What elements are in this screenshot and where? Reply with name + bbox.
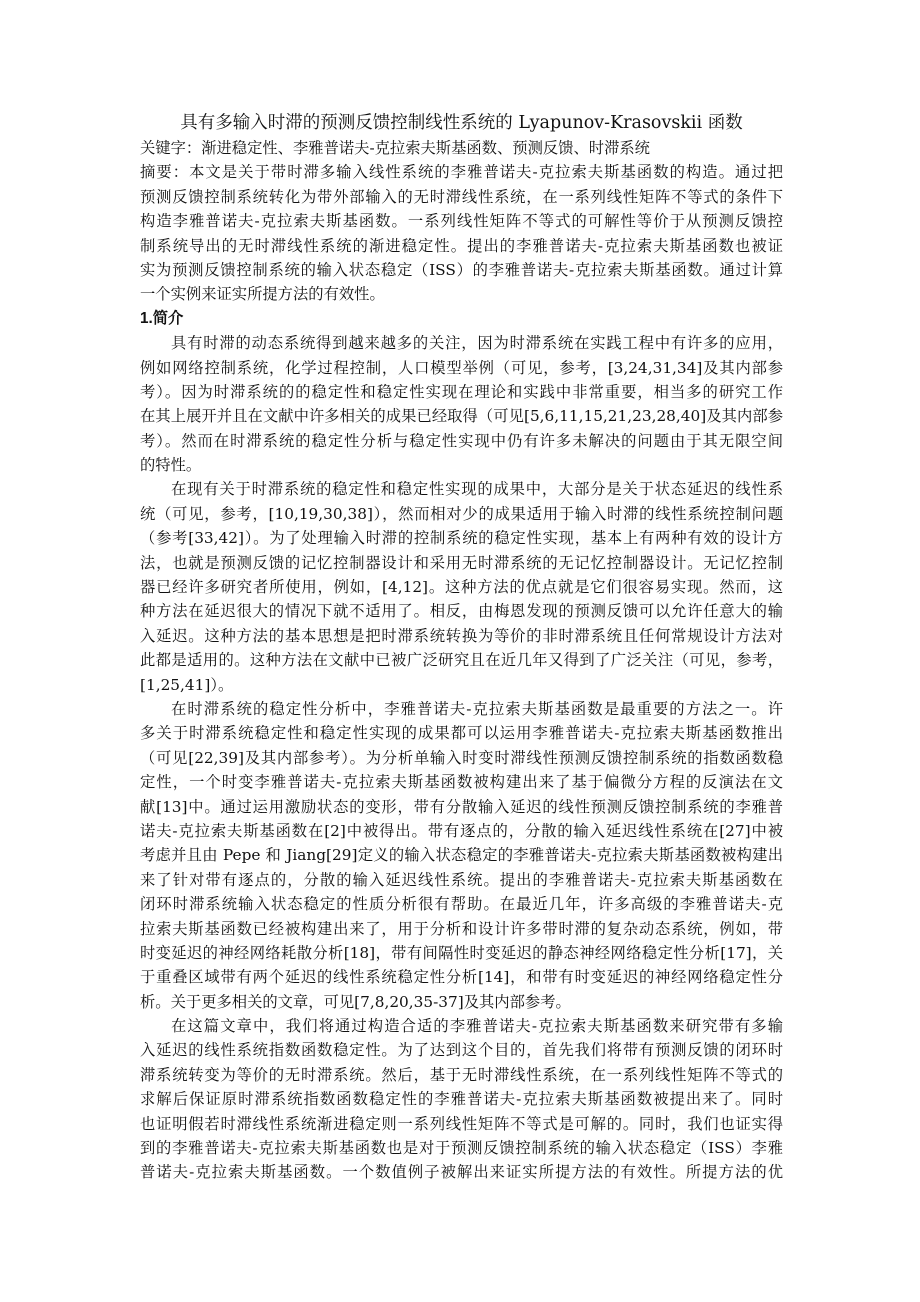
paragraph-line: （可见[22,39]及其内部参考）。为分析单输入时变时滞线性预测反馈控制系统的指数函数稳 — [140, 748, 783, 767]
paragraph-line: 在现有关于时滞系统的稳定性和稳定性实现的成果中，大部分是关于状态延迟的线性系 — [171, 480, 783, 499]
paragraph-line: 的特性。 — [140, 456, 202, 475]
section-heading: 1.简介 — [140, 309, 184, 327]
document-title: 具有多输入时滞的预测反馈控制线性系统的 Lyapunov-Krasovskii 函数 — [180, 113, 743, 133]
abstract-line: 摘要：本文是关于带时滞多输入线性系统的李雅普诺夫-克拉索夫斯基函数的构造。通过把 — [140, 163, 783, 182]
paragraph-3 — [140, 697, 783, 1014]
paragraph-line: 多关于时滞系统稳定性和稳定性实现的成果都可以运用李雅普诺夫-克拉索夫斯基函数推出 — [140, 724, 783, 743]
paragraph-2 — [140, 477, 783, 697]
paragraph-line: 于重叠区域带有两个延迟的线性系统稳定性分析[14]，和带有时变延迟的神经网络稳定性分 — [140, 968, 783, 987]
paragraph-line: 法，也就是预测反馈的记忆控制器设计和采用无时滞系统的无记忆控制器设计。无记忆控制 — [140, 553, 783, 572]
paragraph-line: （参考[33,42]）。为了处理输入时滞的控制系统的稳定性实现，基本上有两种有效的设计方 — [140, 529, 783, 548]
paragraph-line: 入延迟的线性系统指数函数稳定性。为了达到这个目的，首先我们将带有预测反馈的闭环时 — [140, 1041, 783, 1060]
paragraph-line: 析。关于更多相关的文章，可见[7,8,20,35-37]及其内部参考。 — [140, 992, 571, 1011]
paragraph-line: 拉索夫斯基函数已经被构建出来了，用于分析和设计许多带时滞的复杂动态系统，例如，带 — [140, 919, 783, 938]
paragraph-1 — [140, 331, 783, 477]
paragraph-line: 此都是适用的。这种方法在文献中已被广泛研究且在近几年又得到了广泛关注（可见，参考， — [140, 651, 783, 670]
abstract-line: 制系统导出的无时滞线性系统的渐进稳定性。提出的李雅普诺夫-克拉索夫斯基函数也被证 — [140, 236, 783, 255]
paragraph-line: 求解后保证原时滞系统指数函数稳定性的李雅普诺夫-克拉索夫斯基函数被提出来了。同时 — [140, 1090, 783, 1109]
paragraph-line: 考）。然而在时滞系统的稳定性分析与稳定性实现中仍有许多未解决的问题由于其无限空间 — [140, 431, 783, 450]
paragraph-line: 在这篇文章中，我们将通过构造合适的李雅普诺夫-克拉索夫斯基函数来研究带有多输 — [171, 1017, 783, 1036]
paragraph-line: 具有时滞的动态系统得到越来越多的关注，因为时滞系统在实践工程中有许多的应用， — [171, 334, 783, 353]
paragraph-line: 闭环时滞系统输入状态稳定的性质分析很有帮助。在最近几年，许多高级的李雅普诺夫-克 — [140, 895, 783, 914]
abstract-line: 一个实例来证实所提方法的有效性。 — [140, 285, 385, 304]
abstract-line: 构造李雅普诺夫-克拉索夫斯基函数。一系列线性矩阵不等式的可解性等价于从预测反馈控 — [140, 212, 783, 231]
paragraph-line: 也证明假若时滞线性系统渐进稳定则一系列线性矩阵不等式是可解的。同时，我们也证实得 — [140, 1114, 783, 1133]
paragraph-line: 献[13]中。通过运用激励状态的变形，带有分散输入延迟的线性预测反馈控制系统的李雅普 — [140, 797, 783, 816]
paragraph-line: 器已经许多研究者所使用，例如，[4,12]。这种方法的优点就是它们很容易实现。然而，这 — [140, 578, 783, 597]
paragraph-line: 种方法在延迟很大的情况下就不适用了。相反，由梅恩发现的预测反馈可以允许任意大的输 — [140, 602, 783, 621]
paragraph-line: [1,25,41]）。 — [140, 675, 234, 694]
paragraph-line: 例如网络控制系统，化学过程控制，人口模型举例（可见，参考，[3,24,31,34]及其内部参 — [140, 358, 783, 377]
abstract — [140, 160, 783, 306]
paragraph-line: 考）。因为时滞系统的的稳定性和稳定性实现在理论和实践中非常重要，相当多的研究工作 — [140, 382, 783, 401]
paragraph-line: 普诺夫-克拉索夫斯基函数。一个数值例子被解出来证实所提方法的有效性。所提方法的优 — [140, 1163, 783, 1182]
abstract-line: 预测反馈控制系统转化为带外部输入的无时滞线性系统，在一系列线性矩阵不等式的条件下 — [140, 187, 783, 206]
paragraph-line: 在其上展开并且在文献中许多相关的成果已经取得（可见[5,6,11,15,21,23,28,40]及其内部参 — [140, 407, 783, 426]
paragraph-line: 在时滞系统的稳定性分析中，李雅普诺夫-克拉索夫斯基函数是最重要的方法之一。许 — [171, 699, 783, 718]
paragraph-line: 滞系统转变为等价的无时滞系统。然后，基于无时滞线性系统，在一系列线性矩阵不等式的 — [140, 1065, 783, 1084]
paragraph-line: 时变延迟的神经网络耗散分析[18]，带有间隔性时变延迟的静态神经网络稳定性分析[17]，关 — [140, 943, 783, 962]
paragraph-line: 考虑并且由 Pepe 和 Jiang[29]定义的输入状态稳定的李雅普诺夫-克拉索夫斯基函数被构建出 — [140, 846, 783, 865]
paragraph-line: 来了针对带有逐点的，分散的输入延迟线性系统。提出的李雅普诺夫-克拉索夫斯基函数在 — [140, 870, 783, 889]
paragraph-line: 诺夫-克拉索夫斯基函数在[2]中被得出。带有逐点的，分散的输入延迟线性系统在[27]中被 — [140, 821, 783, 840]
abstract-line: 实为预测反馈控制系统的输入状态稳定（ISS）的李雅普诺夫-克拉索夫斯基函数。通过计算 — [140, 260, 783, 279]
paragraph-4 — [140, 1014, 783, 1185]
paragraph-line: 入延迟。这种方法的基本思想是把时滞系统转换为等价的非时滞系统且任何常规设计方法对 — [140, 626, 783, 645]
paragraph-line: 到的李雅普诺夫-克拉索夫斯基函数也是对于预测反馈控制系统的输入状态稳定（ISS）李雅 — [140, 1139, 783, 1158]
paragraph-line: 统（可见，参考，[10,19,30,38]），然而相对少的成果适用于输入时滞的线性系统控制问题 — [140, 504, 783, 523]
paragraph-line: 定性，一个时变李雅普诺夫-克拉索夫斯基函数被构建出来了基于偏微分方程的反演法在文 — [140, 773, 783, 792]
document-page — [140, 110, 783, 1185]
keywords: 关键字：渐进稳定性、李雅普诺夫-克拉索夫斯基函数、预测反馈、时滞系统 — [140, 139, 650, 157]
